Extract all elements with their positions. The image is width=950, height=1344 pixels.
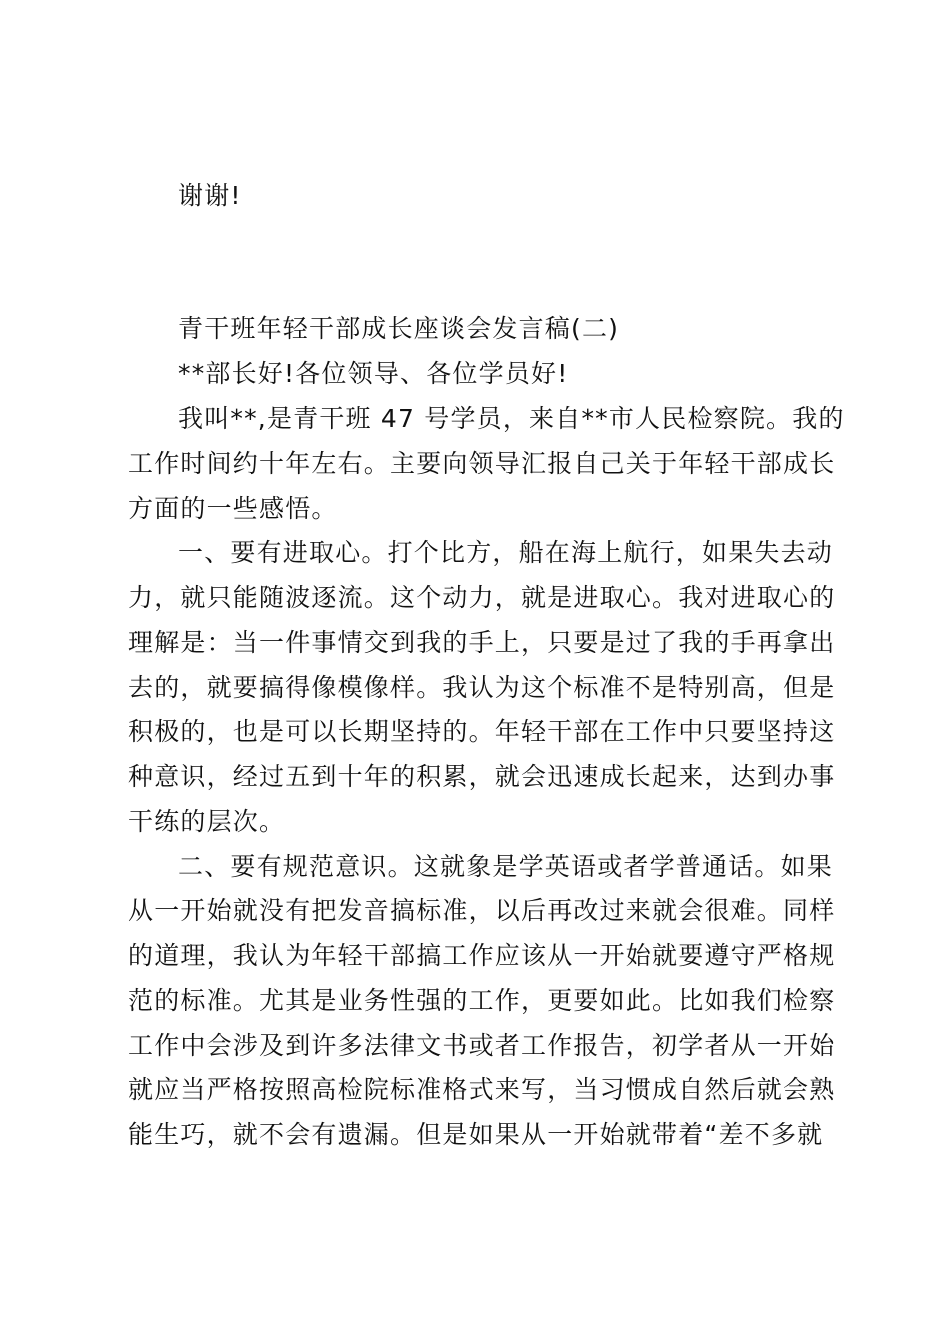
paragraph-line: 力，就只能随波逐流。这个动力，就是进取心。我对进取心的	[128, 583, 836, 612]
paragraph-line: 工作时间约十年左右。主要向领导汇报自己关于年轻干部成长	[128, 449, 836, 478]
document-title: 青干班年轻干部成长座谈会发言稿(二)	[178, 314, 620, 343]
paragraph-line: 种意识，经过五到十年的积累，就会迅速成长起来，达到办事	[128, 762, 836, 791]
paragraph-line: 从一开始就没有把发音搞标准，以后再改过来就会很难。同样	[128, 896, 836, 925]
paragraph-line: 我叫**,是青干班 47 号学员，来自**市人民检察院。我的	[178, 404, 845, 433]
paragraph-line: 范的标准。尤其是业务性强的工作，更要如此。比如我们检察	[128, 986, 836, 1015]
paragraph-line: 一、要有进取心。打个比方，船在海上航行，如果失去动	[178, 538, 834, 567]
paragraph-line: 方面的一些感悟。	[128, 494, 338, 523]
paragraph-line: 理解是：当一件事情交到我的手上，只要是过了我的手再拿出	[128, 628, 836, 657]
paragraph-line: 干练的层次。	[128, 807, 286, 836]
closing-text: 谢谢!	[178, 181, 242, 210]
greeting-text: **部长好!各位领导、各位学员好!	[178, 359, 569, 388]
paragraph-line: 就应当严格按照高检院标准格式来写，当习惯成自然后就会熟	[128, 1075, 836, 1104]
paragraph-line: 的道理，我认为年轻干部搞工作应该从一开始就要遵守严格规	[128, 941, 836, 970]
paragraph-line: 二、要有规范意识。这就象是学英语或者学普通话。如果	[178, 852, 834, 881]
paragraph-line: 积极的，也是可以长期坚持的。年轻干部在工作中只要坚持这	[128, 717, 836, 746]
paragraph-line: 能生巧，就不会有遗漏。但是如果从一开始就带着“差不多就	[128, 1120, 824, 1149]
paragraph-line: 工作中会涉及到许多法律文书或者工作报告，初学者从一开始	[128, 1031, 836, 1060]
paragraph-line: 去的，就要搞得像模像样。我认为这个标准不是特别高，但是	[128, 673, 836, 702]
